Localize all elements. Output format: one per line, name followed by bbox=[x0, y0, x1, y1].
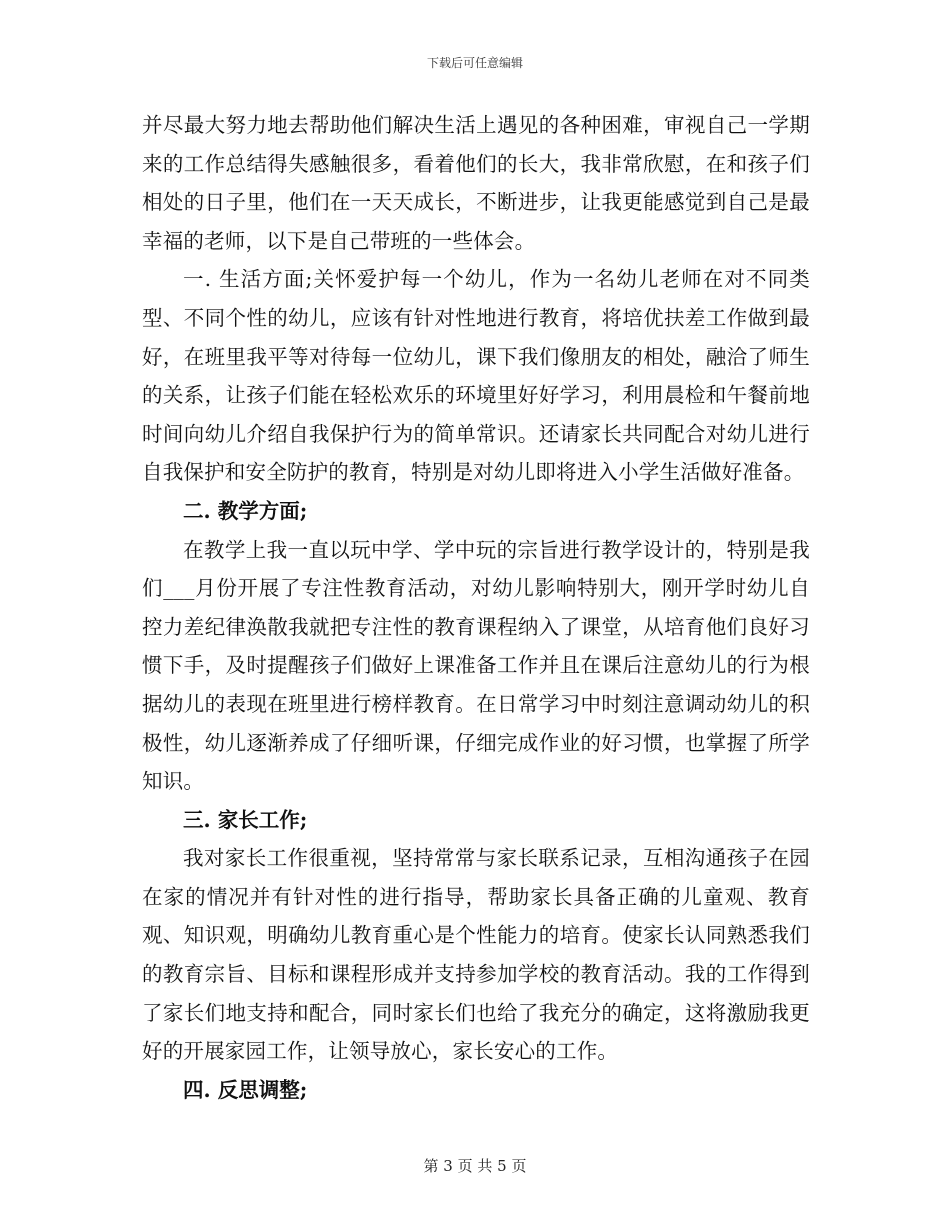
heading-teaching: 二. 教学方面; bbox=[183, 498, 308, 523]
document-body bbox=[142, 106, 810, 1109]
paragraph-parent-work: 我对家长工作很重视，坚持常常与家长联系记录，互相沟通孩子在园在家的情况并有针对性的进行指导，帮助家长具备正确的儿童观、教育观、知识观，明确幼儿教育重心是个性能力的培育。使家长认同熟悉我们的教育宗旨、目标和课程形成并支持参加学校的教育活动。我的工作得到了家长们地支持和配合，同时家长们也给了我充分的确定，这将激励我更好的开展家园工作，让领导放心，家长安心的工作。 bbox=[142, 846, 810, 1064]
paragraph-continuation: 并尽最大努力地去帮助他们解决生活上遇见的各种困难，审视自己一学期来的工作总结得失感触很多，看着他们的长大，我非常欣慰，在和孩子们相处的日子里，他们在一天天成长，不断进步，让我更能感觉到自己是最幸福的老师，以下是自己带班的一些体会。 bbox=[142, 113, 810, 253]
page-header-note: 下载后可任意编辑 bbox=[426, 56, 523, 70]
page-number: 第 3 页 共 5 页 bbox=[423, 1157, 527, 1175]
paragraph-life-aspect: 一. 生活方面;关怀爱护每一个幼儿，作为一名幼儿老师在对不同类型、不同个性的幼儿，应该有针对性地进行教育，将培优扶差工作做到最好，在班里我平等对待每一位幼儿，课下我们像朋友的相处，融洽了师生的关系，让孩子们能在轻松欢乐的环境里好好学习，利用晨检和午餐前地时间向幼儿介绍自我保护行为的简单常识。还请家长共同配合对幼儿进行自我保护和安全防护的教育，特别是对幼儿即将进入小学生活做好准备。 bbox=[142, 267, 810, 485]
heading-parent-work: 三. 家长工作; bbox=[183, 807, 308, 832]
heading-reflection: 四. 反思调整; bbox=[183, 1077, 308, 1102]
paragraph-teaching: 在教学上我一直以玩中学、学中玩的宗旨进行教学设计的，特别是我们___月份开展了专注性教育活动，对幼儿影响特别大，刚开学时幼儿自控力差纪律涣散我就把专注性的教育课程纳入了课堂，从培育他们良好习惯下手，及时提醒孩子们做好上课准备工作并且在课后注意幼儿的行为根据幼儿的表现在班里进行榜样教育。在日常学习中时刻注意调动幼儿的积极性，幼儿逐渐养成了仔细听课，仔细完成作业的好习惯，也掌握了所学知识。 bbox=[142, 537, 810, 794]
